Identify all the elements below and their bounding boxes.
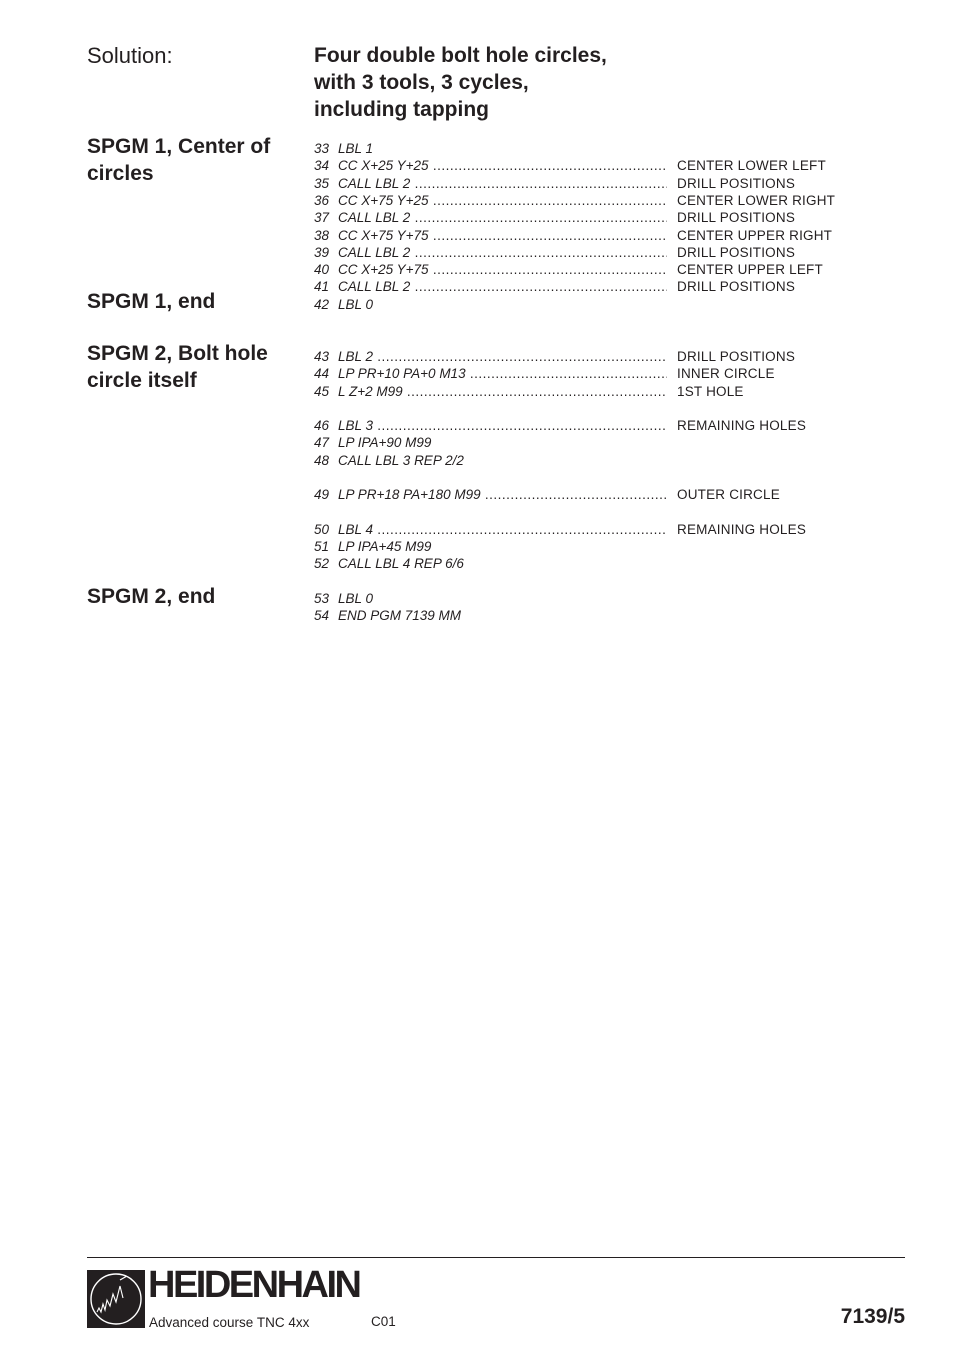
heidenhain-logo-icon (87, 1270, 145, 1328)
line-code: LP PR+10 PA+0 M13 (338, 366, 466, 381)
line-number: 48 (314, 453, 330, 468)
line-code: L Z+2 M99 (338, 384, 403, 399)
program-line (314, 261, 667, 278)
line-code: LP IPA+45 M99 (338, 539, 432, 554)
line-number: 35 (314, 176, 330, 191)
line-code: CALL LBL 2 (338, 176, 411, 191)
program-line (314, 209, 667, 226)
line-number: 54 (314, 608, 330, 623)
title-line: including tapping (314, 98, 489, 121)
program-line (314, 521, 667, 538)
line-number: 52 (314, 556, 330, 571)
line-number: 50 (314, 522, 330, 537)
section-label-spgm1-end: SPGM 1, end (87, 290, 216, 313)
line-comment: DRILL POSITIONS (677, 349, 796, 364)
program-line (314, 452, 667, 469)
line-number: 33 (314, 141, 330, 156)
program-line (314, 348, 667, 365)
line-number: 42 (314, 297, 330, 312)
line-number: 34 (314, 158, 330, 173)
line-code: CALL LBL 3 REP 2/2 (338, 453, 464, 468)
program-line (314, 244, 667, 261)
program-line (314, 278, 667, 295)
section-label-spgm2-bolt: SPGM 2, Bolt hole circle itself (87, 342, 268, 392)
page-number: 7139/5 (840, 1305, 905, 1328)
line-number: 36 (314, 193, 330, 208)
line-comment: DRILL POSITIONS (677, 210, 796, 225)
line-code: LBL 0 (338, 297, 374, 312)
line-comment: CENTER LOWER RIGHT (677, 193, 836, 208)
line-code: CC X+75 Y+75 (338, 228, 429, 243)
program-line (314, 140, 667, 157)
line-code: LP PR+18 PA+180 M99 (338, 487, 481, 502)
brand-wordmark: HEIDENHAIN (148, 1264, 360, 1306)
line-number: 46 (314, 418, 330, 433)
line-number: 41 (314, 279, 330, 294)
line-code: LBL 1 (338, 141, 374, 156)
line-number: 43 (314, 349, 330, 364)
course-code: C01 (371, 1314, 396, 1329)
line-number: 53 (314, 591, 330, 606)
line-code: END PGM 7139 MM (338, 608, 462, 623)
line-comment: CENTER UPPER LEFT (677, 262, 823, 277)
footer-divider (87, 1257, 905, 1258)
line-comment: DRILL POSITIONS (677, 245, 796, 260)
line-number: 39 (314, 245, 330, 260)
line-code: CALL LBL 4 REP 6/6 (338, 556, 464, 571)
line-number: 40 (314, 262, 330, 277)
program-line (314, 555, 667, 572)
line-code: CALL LBL 2 (338, 245, 411, 260)
program-line (314, 486, 667, 503)
section-label-spgm2-end: SPGM 2, end (87, 585, 216, 608)
line-code: LBL 3 (338, 418, 374, 433)
program-line (314, 383, 667, 400)
program-line (314, 227, 667, 244)
program-line (314, 607, 667, 624)
program-line (314, 538, 667, 555)
line-comment: REMAINING HOLES (677, 418, 807, 433)
line-number: 49 (314, 487, 330, 502)
line-code: LP IPA+90 M99 (338, 435, 432, 450)
line-code: LBL 4 (338, 522, 374, 537)
line-code: CALL LBL 2 (338, 210, 411, 225)
line-code: CC X+75 Y+25 (338, 193, 429, 208)
line-comment: CENTER LOWER LEFT (677, 158, 826, 173)
line-comment: CENTER UPPER RIGHT (677, 228, 833, 243)
line-comment: REMAINING HOLES (677, 522, 807, 537)
program-line (314, 192, 667, 209)
program-line (314, 590, 667, 607)
line-number: 37 (314, 210, 330, 225)
line-number: 45 (314, 384, 330, 399)
line-code: CALL LBL 2 (338, 279, 411, 294)
solution-label: Solution: (87, 43, 173, 68)
line-code: LBL 0 (338, 591, 374, 606)
line-comment: 1ST HOLE (677, 384, 744, 399)
line-number: 38 (314, 228, 330, 243)
line-comment: DRILL POSITIONS (677, 279, 796, 294)
title-line: with 3 tools, 3 cycles, (314, 71, 529, 94)
line-number: 47 (314, 435, 330, 450)
line-code: CC X+25 Y+25 (338, 158, 429, 173)
program-line (314, 365, 667, 382)
line-code: CC X+25 Y+75 (338, 262, 429, 277)
page-title (314, 42, 734, 123)
title-line: Four double bolt hole circles, (314, 44, 607, 67)
program-line (314, 157, 667, 174)
line-comment: OUTER CIRCLE (677, 487, 780, 502)
program-line (314, 175, 667, 192)
program-line (314, 417, 667, 434)
line-comment: DRILL POSITIONS (677, 176, 796, 191)
line-comment: INNER CIRCLE (677, 366, 775, 381)
line-number: 44 (314, 366, 330, 381)
course-title: Advanced course TNC 4xx (149, 1315, 310, 1330)
line-code: LBL 2 (338, 349, 374, 364)
program-line (314, 296, 667, 313)
program-line (314, 434, 667, 451)
section-label-spgm1-center: SPGM 1, Center of circles (87, 135, 271, 185)
line-number: 51 (314, 539, 330, 554)
